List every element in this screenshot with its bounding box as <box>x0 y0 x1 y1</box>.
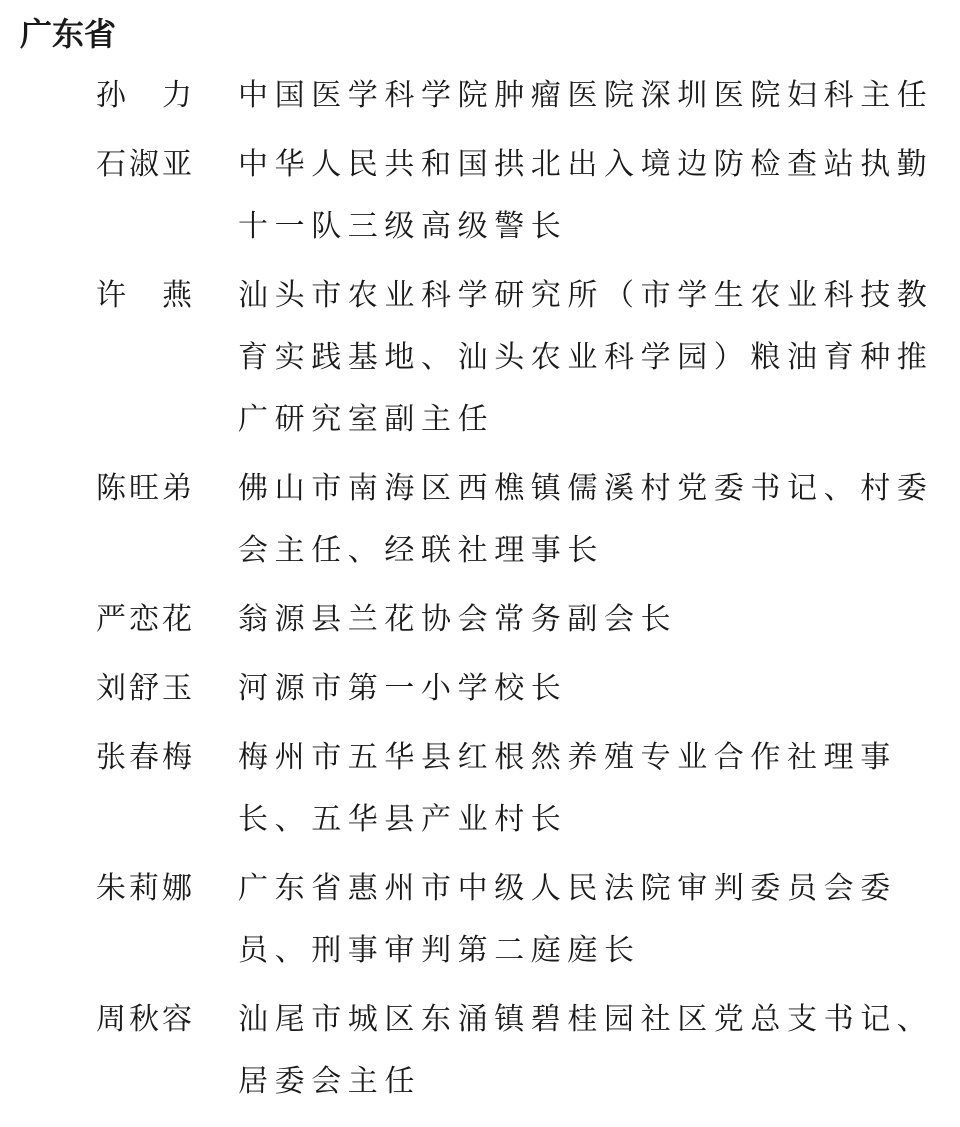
person-name: 许 燕 <box>96 278 195 313</box>
person-name: 周秋容 <box>96 1002 195 1037</box>
person-title: 汕尾市城区东涌镇碧桂园社区党总支书记、居委会主任 <box>238 1002 934 1099</box>
list-item <box>0 141 960 258</box>
person-name: 陈旺弟 <box>96 471 195 506</box>
list-item <box>0 996 960 1113</box>
person-name: 孙 力 <box>96 78 195 113</box>
person-title: 汕头市农业科学研究所（市学生农业科技教育实践基地、汕头农业科学园）粮油育种推广研究室副主任 <box>238 278 934 437</box>
list-item <box>0 72 960 127</box>
person-name: 石淑亚 <box>96 147 195 182</box>
person-title: 中国医学科学院肿瘤医院深圳医院妇科主任 <box>238 78 934 113</box>
person-title: 翁源县兰花协会常务副会长 <box>238 602 678 637</box>
list-item <box>0 465 960 582</box>
person-title: 梅州市五华县红根然养殖专业合作社理事长、五华县产业村长 <box>238 740 897 837</box>
person-title: 广东省惠州市中级人民法院审判委员会委员、刑事审判第二庭庭长 <box>238 871 897 968</box>
list-item <box>0 665 960 720</box>
list-item <box>0 272 960 451</box>
person-name: 严恋花 <box>96 602 195 637</box>
person-title: 河源市第一小学校长 <box>238 671 568 706</box>
person-title: 佛山市南海区西樵镇儒溪村党委书记、村委会主任、经联社理事长 <box>238 471 934 568</box>
honoree-list <box>0 72 960 1127</box>
person-name: 朱莉娜 <box>96 871 195 906</box>
person-name: 刘舒玉 <box>96 671 195 706</box>
province-heading: 广东省 <box>20 15 117 53</box>
list-item <box>0 865 960 982</box>
person-title: 中华人民共和国拱北出入境边防检查站执勤十一队三级高级警长 <box>238 147 934 244</box>
list-item <box>0 596 960 651</box>
list-item <box>0 734 960 851</box>
person-name: 张春梅 <box>96 740 195 775</box>
